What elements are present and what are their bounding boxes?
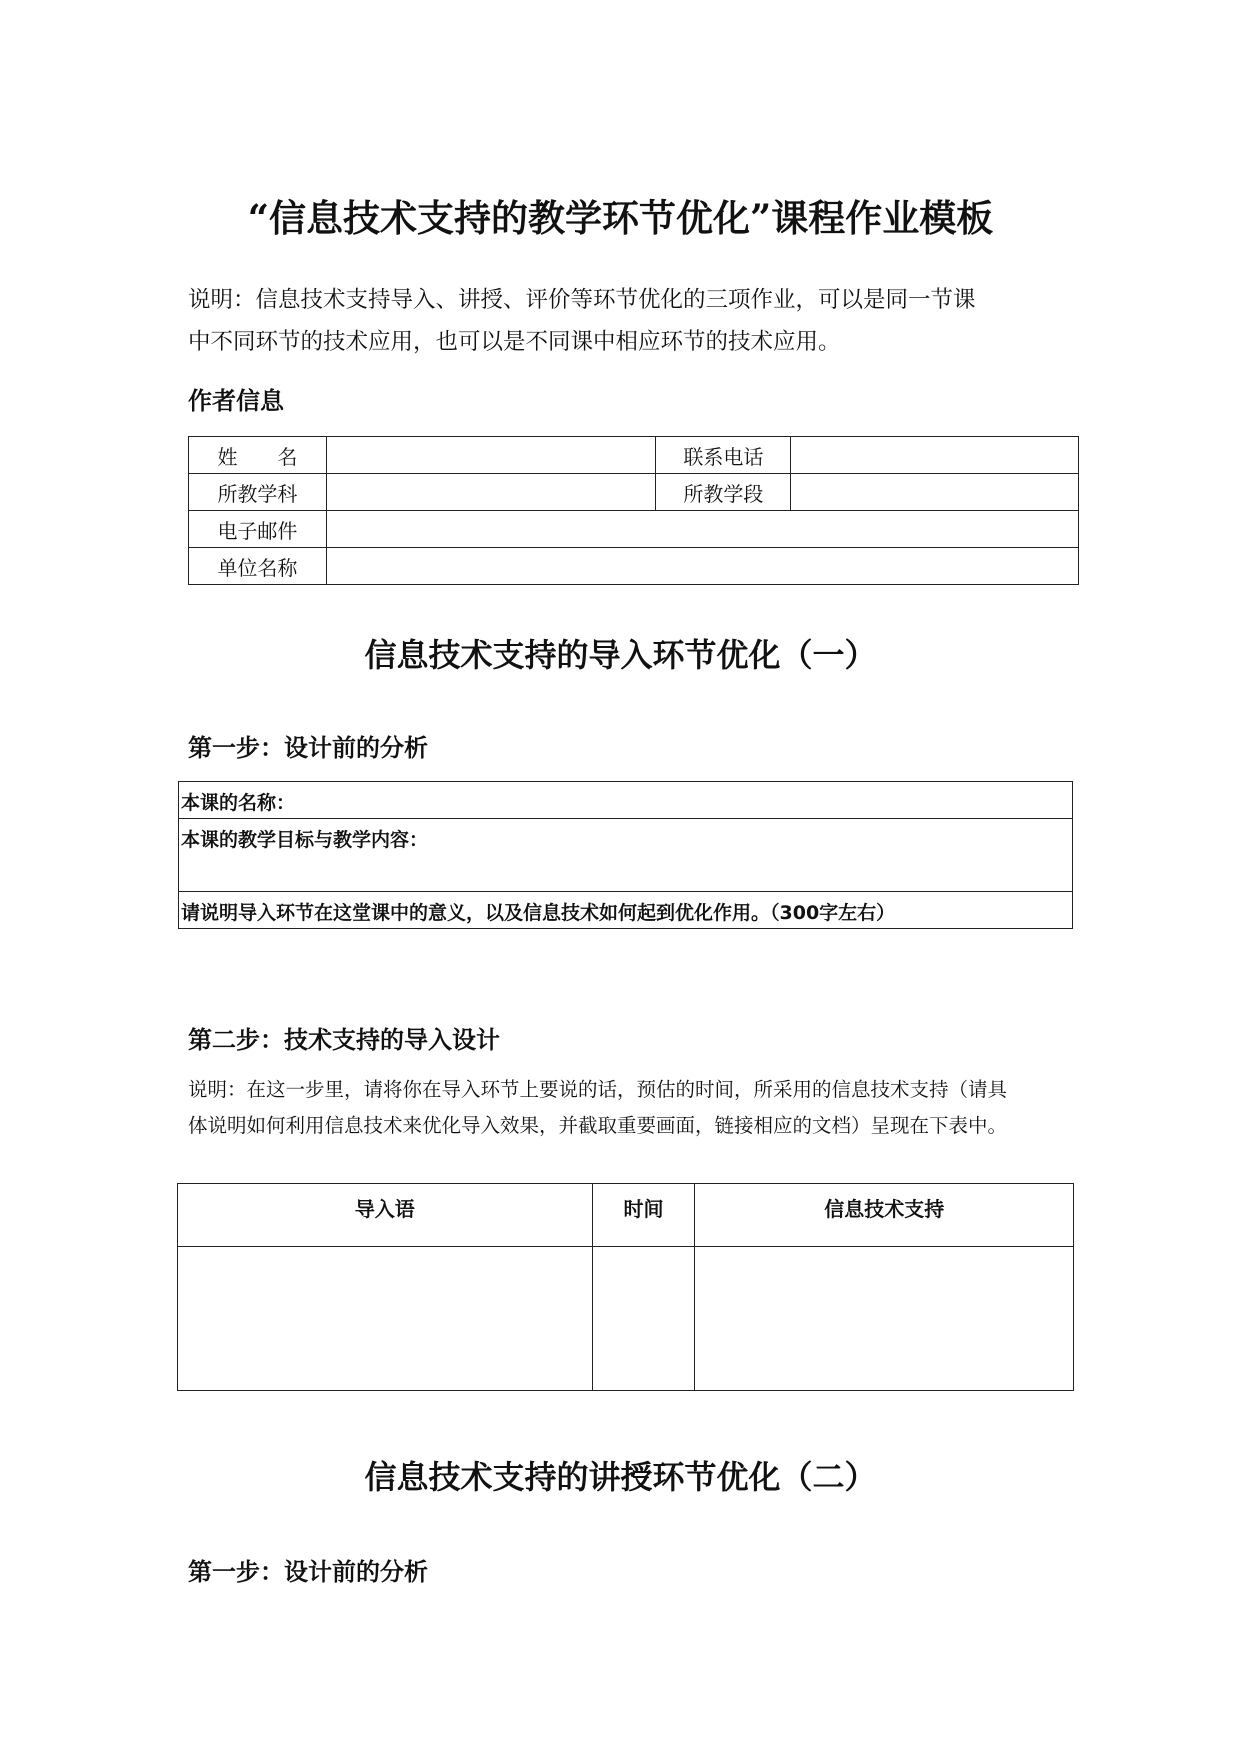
unit-field[interactable] [326,548,1078,585]
name-label: 姓 名 [189,437,327,474]
section1-step2-heading: 第二步：技术支持的导入设计 [188,1026,500,1054]
author-info-table [188,436,1079,585]
col-intro-words: 导入语 [178,1184,593,1247]
table-header-row [178,1184,1074,1247]
author-heading: 作者信息 [188,387,284,415]
intro-design-table [177,1183,1074,1391]
step2-note-line-1: 说明：在这一步里，请将你在导入环节上要说的话，预估的时间，所采用的信息技术支持（请具 [188,1078,1008,1101]
intro-words-cell[interactable] [178,1247,593,1391]
unit-label: 单位名称 [189,548,327,585]
section1-title: 信息技术支持的导入环节优化（一） [364,636,877,674]
intro-text [188,279,1068,363]
intro-line-1: 说明：信息技术支持导入、讲授、评价等环节优化的三项作业，可以是同一节课 [188,287,976,313]
table-row [189,474,1079,511]
table-row [178,1247,1074,1391]
section2-step1-heading: 第一步：设计前的分析 [188,1558,428,1586]
course-name-cell[interactable]: 本课的名称： [179,782,1073,819]
table-row [189,437,1079,474]
subject-label: 所教学科 [189,474,327,511]
table-row [179,819,1073,892]
section2-title: 信息技术支持的讲授环节优化（二） [364,1458,877,1496]
time-cell[interactable] [592,1247,695,1391]
email-label: 电子邮件 [189,511,327,548]
table-row [179,892,1073,929]
intro-line-2: 中不同环节的技术应用，也可以是不同课中相应环节的技术应用。 [188,329,841,355]
step2-note-line-2: 体说明如何利用信息技术来优化导入效果，并截取重要画面，链接相应的文档）呈现在下表中。 [188,1114,1008,1137]
analysis-table [178,781,1073,929]
goals-cell[interactable]: 本课的教学目标与教学内容： [179,819,1073,892]
table-row [189,548,1079,585]
email-field[interactable] [326,511,1078,548]
stage-label: 所教学段 [656,474,791,511]
col-time: 时间 [592,1184,695,1247]
col-tech-support: 信息技术支持 [695,1184,1074,1247]
step2-note [188,1072,1068,1144]
table-row [179,782,1073,819]
table-row [189,511,1079,548]
subject-field[interactable] [326,474,656,511]
tech-support-cell[interactable] [695,1247,1074,1391]
stage-field[interactable] [791,474,1079,511]
name-field[interactable] [326,437,656,474]
phone-label: 联系电话 [656,437,791,474]
document-title: “信息技术支持的教学环节优化”课程作业模板 [247,196,994,240]
meaning-cell[interactable]: 请说明导入环节在这堂课中的意义，以及信息技术如何起到优化作用。（300字左右） [179,892,1073,929]
phone-field[interactable] [791,437,1079,474]
section1-step1-heading: 第一步：设计前的分析 [188,734,428,762]
